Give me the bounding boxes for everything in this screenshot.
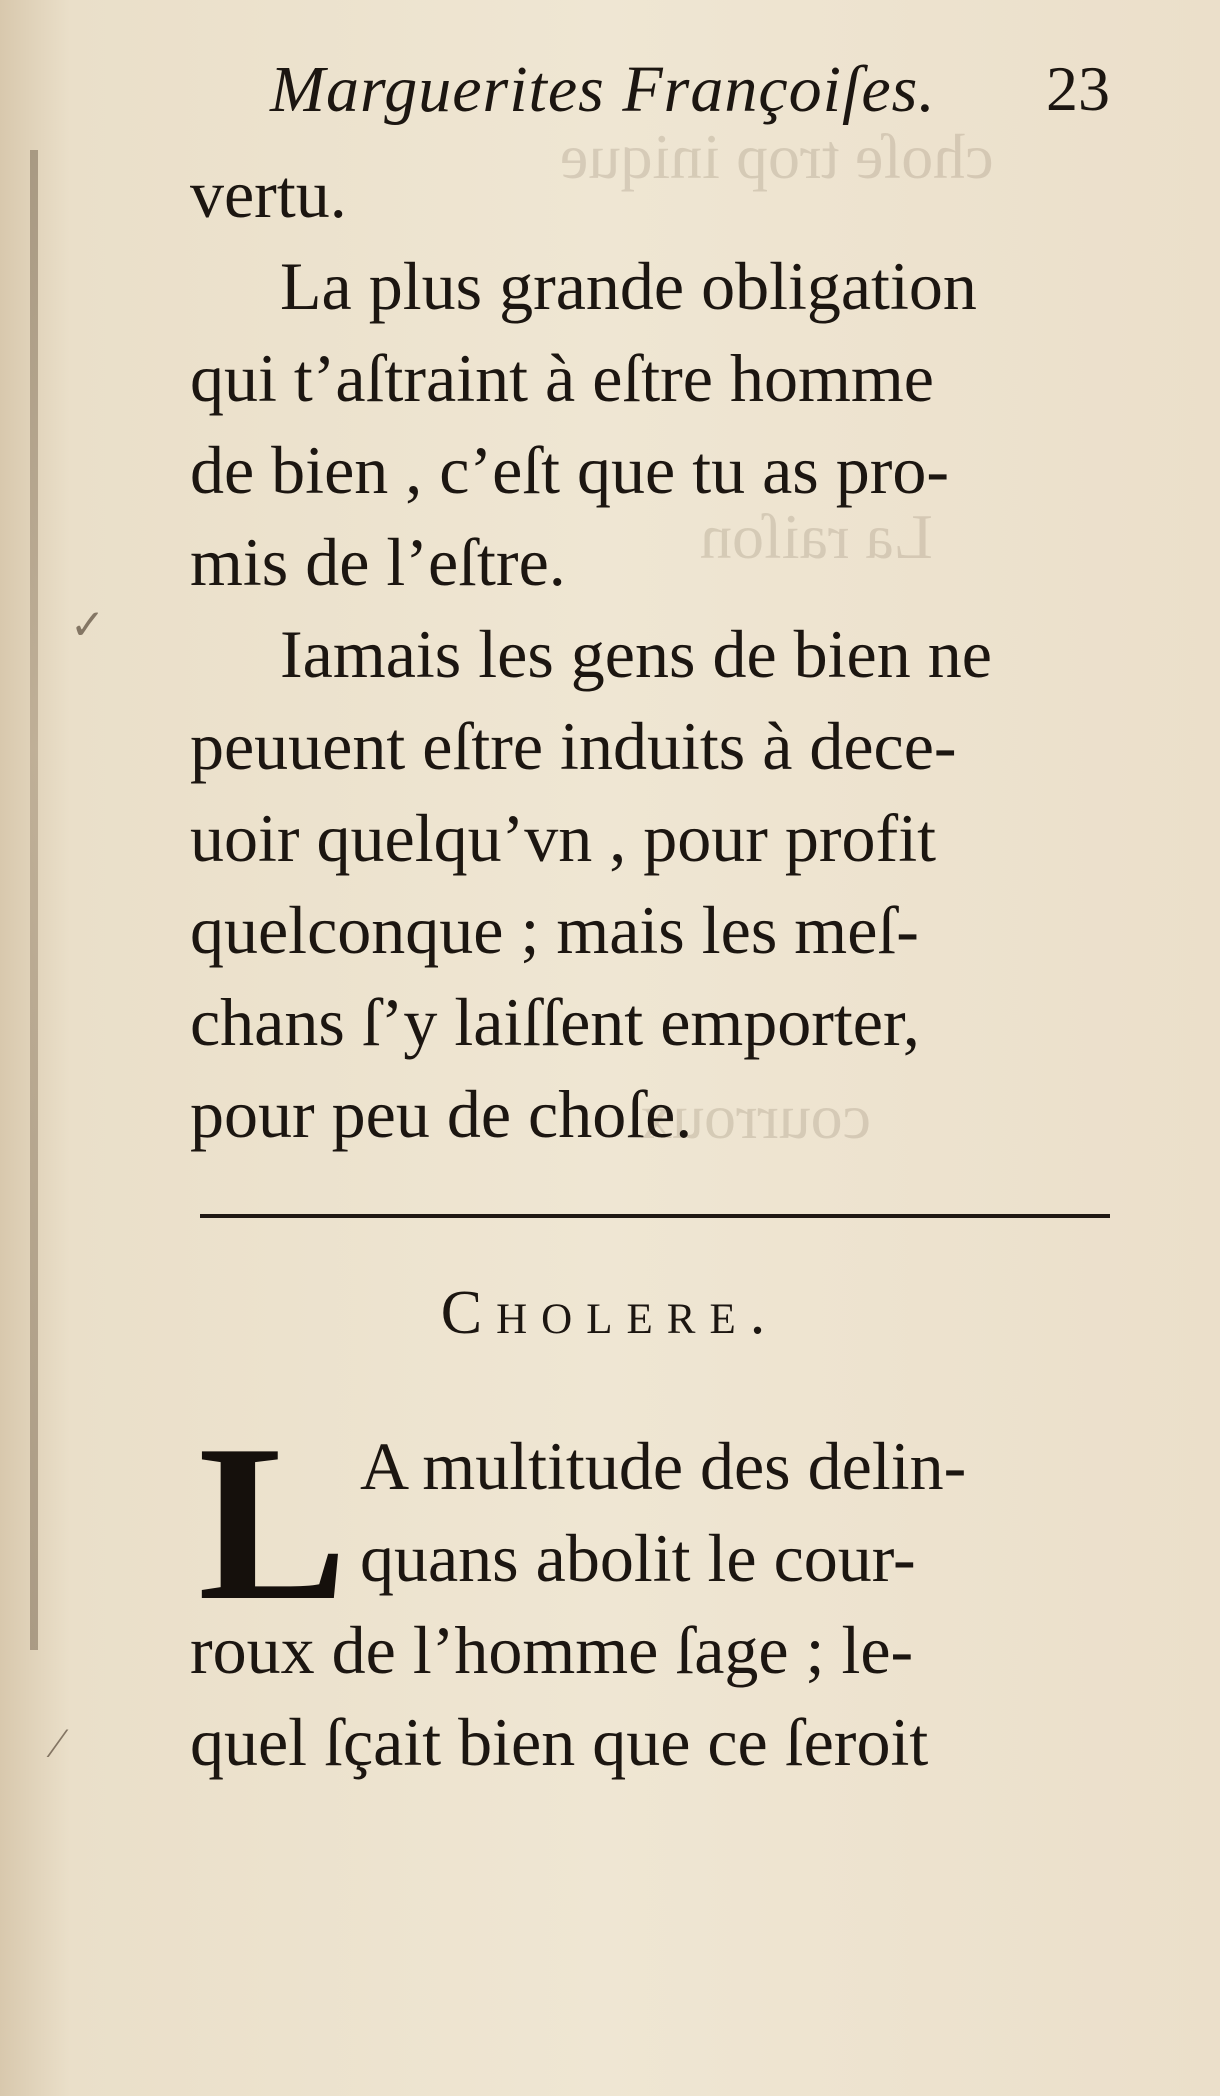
text-line: chans ſ’y laiſſent emporter, [190,984,920,1060]
section-text-block [190,1399,1120,1788]
text-line: A multitude des delin- [360,1428,967,1504]
show-through: La raiſon [700,501,933,572]
text-line: vertu. [190,156,347,232]
drop-cap: L [198,1399,348,1647]
page-number: 23 [1046,53,1110,124]
text-line: pour peu de choſe. [190,1076,693,1152]
text-line: Iamais les gens de bien ne [280,616,992,692]
page-header [270,52,1110,132]
section-rule [200,1214,1110,1218]
text-line: mis de l’eſtre. [190,524,566,600]
text-line: quel ſçait bien que ce ſeroit [190,1704,929,1780]
body-text-block [190,148,1120,1160]
text-line: peuuent eſtre induits à dece- [190,708,957,784]
section-heading: Cholere. [440,1279,780,1347]
margin-tick-mark: ∕ [54,1721,62,1767]
show-through: courroux [640,1081,872,1152]
text-line: quelconque ; mais les meſ- [190,892,919,968]
show-through: choſe trop inique [560,121,994,192]
page-gutter-shadow [30,150,38,1650]
running-head: Marguerites Françoiſes. [270,53,936,126]
text-line: roux de l’homme ſage ; le- [190,1612,914,1688]
text-line: quans abolit le cour- [360,1520,916,1596]
margin-tick-mark: ✓ [70,603,106,649]
text-line: de bien , c’eſt que tu as pro- [190,432,950,508]
text-line: La plus grande obligation [280,248,977,324]
text-line: uoir quelqu’vn , pour profit [190,800,936,876]
text-line: qui t’aſtraint à eſtre homme [190,340,934,416]
